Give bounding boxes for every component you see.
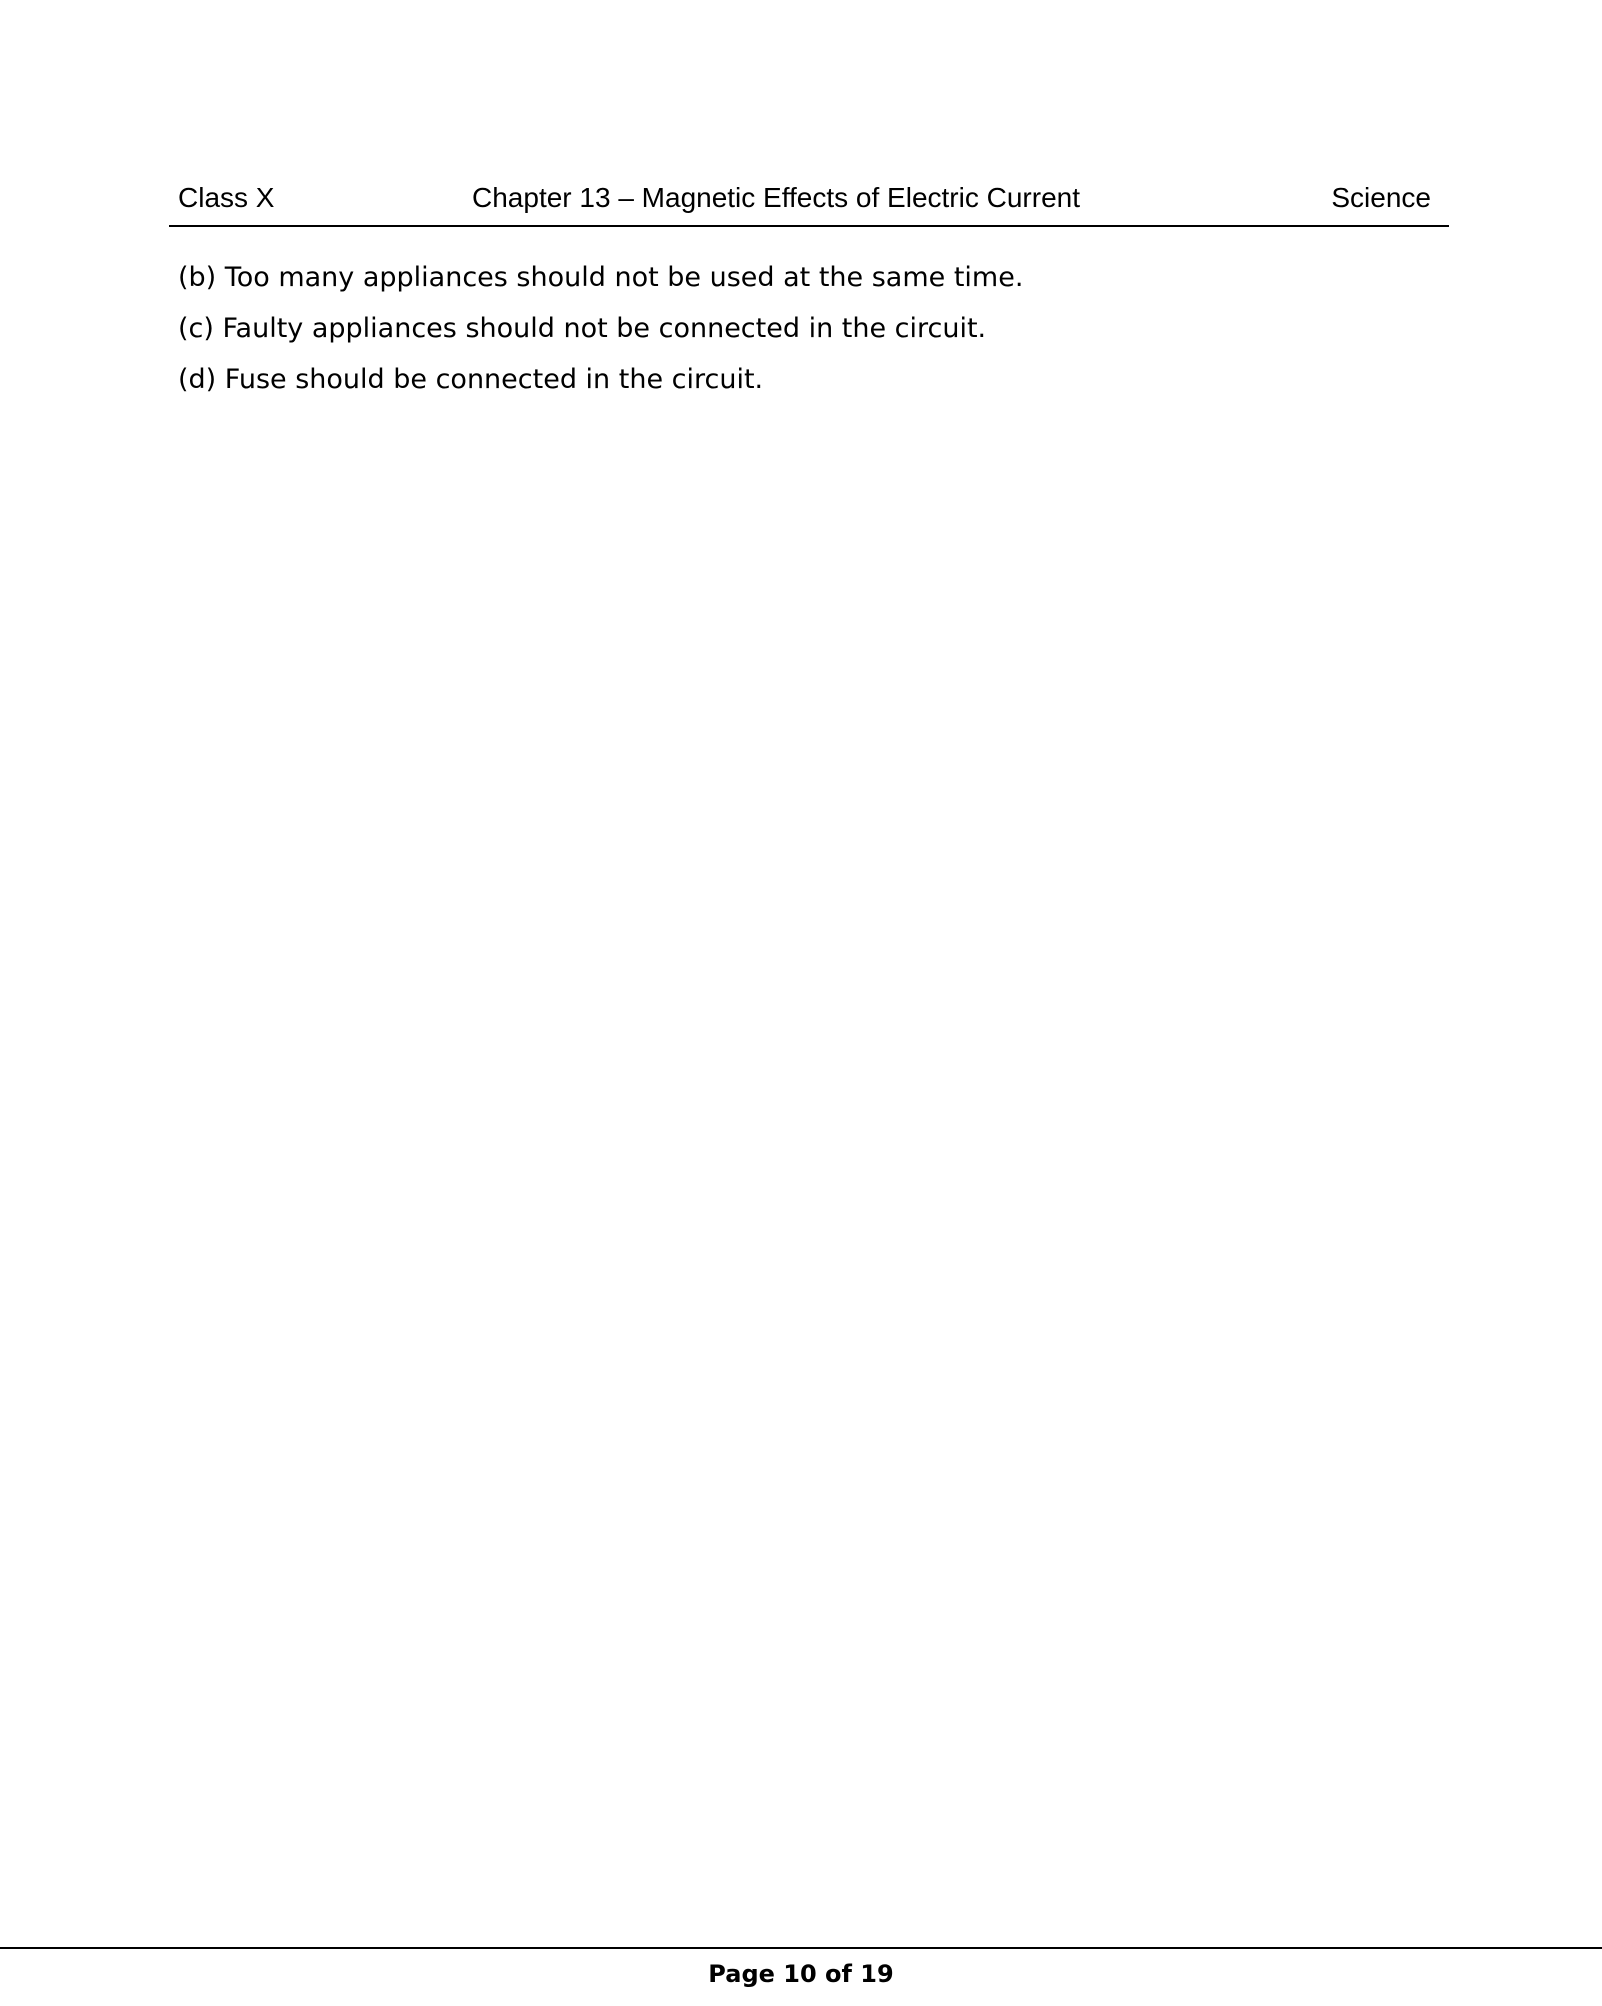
page-number: Page 10 of 19 [708,1960,894,1988]
answer-line-b: (b) Too many appliances should not be used at the same time. [178,262,1024,293]
header-chapter-title: Chapter 13 – Magnetic Effects of Electric Current [472,182,1080,213]
answer-line-c: (c) Faulty appliances should not be connected in the circuit. [178,313,987,344]
header-subject-label: Science [1331,182,1431,213]
footer-divider [0,1947,1602,1949]
answer-line-d: (d) Fuse should be connected in the circuit. [178,364,764,395]
page-header [169,170,1449,227]
page-body [178,256,1438,409]
header-class-label: Class X [178,182,275,213]
